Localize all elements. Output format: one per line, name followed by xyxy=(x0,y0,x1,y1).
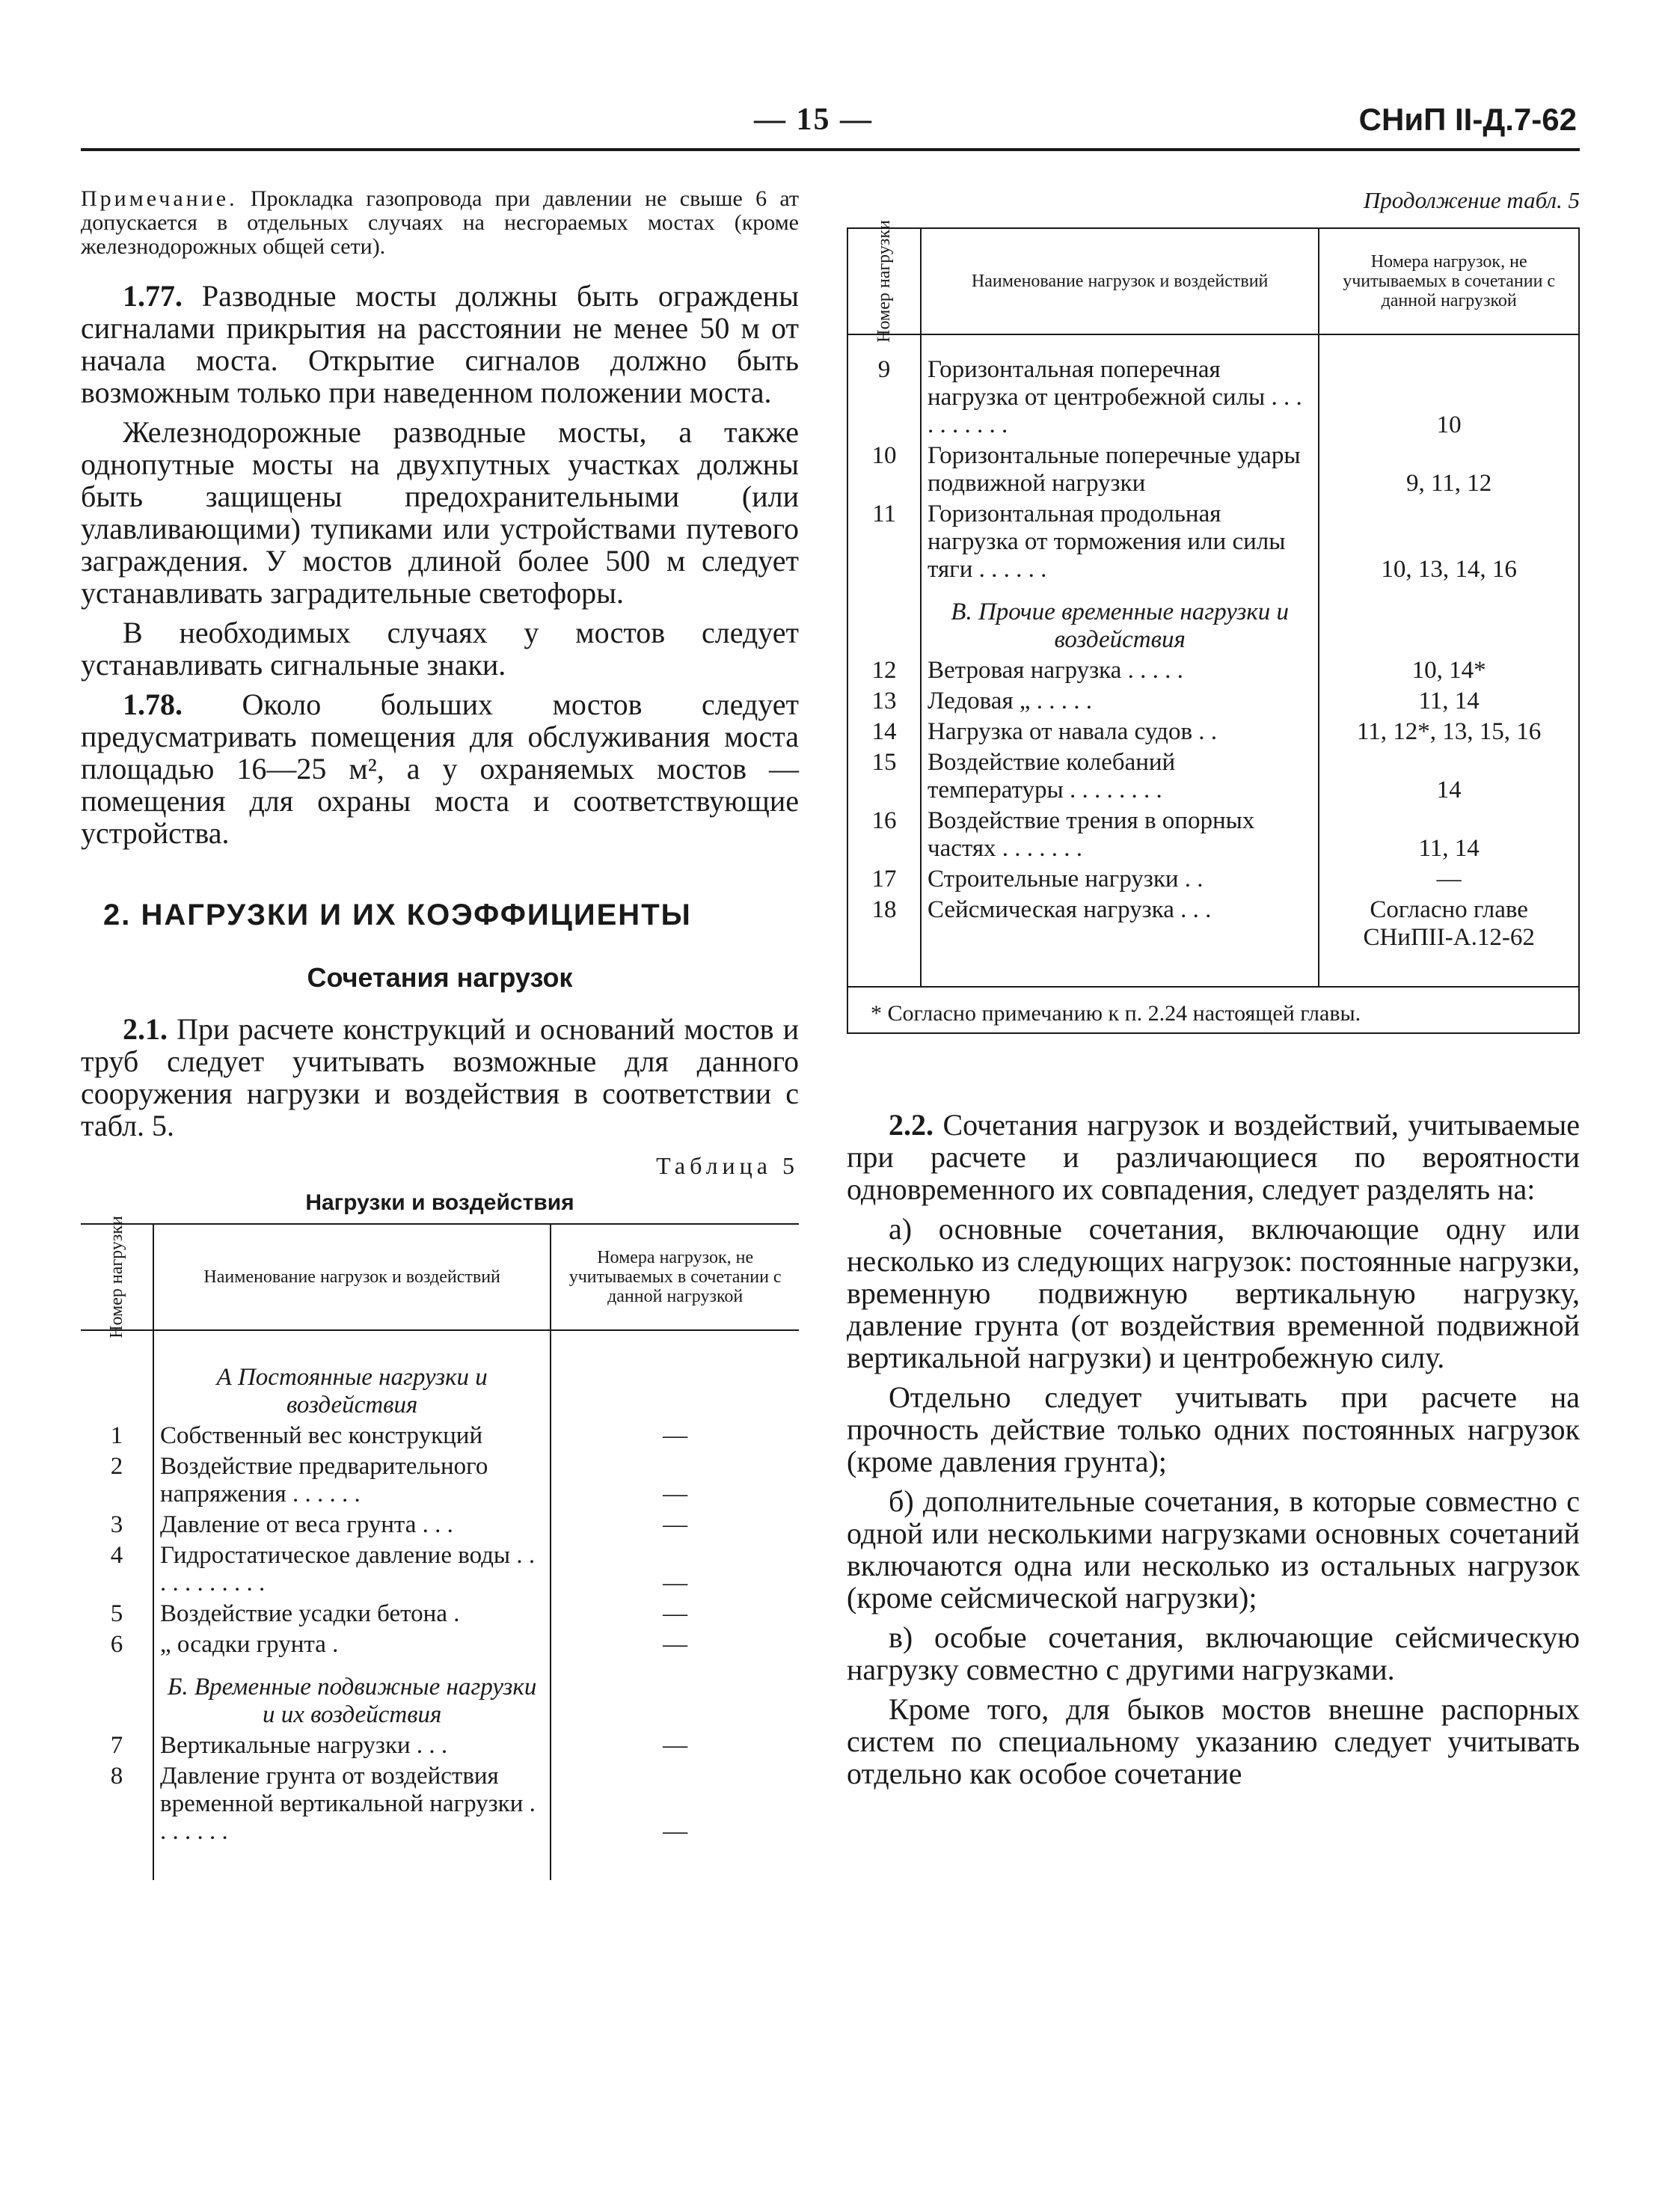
table-group-row xyxy=(81,1350,799,1421)
row-excluded-loads: — xyxy=(663,1570,688,1597)
clause-text: Разводные мосты должны быть ограждены сигналами прикрытия на расстоянии не менее 50 м от начала моста. Открытие сигналов должно быть возможным только при наведенном положении моста. xyxy=(81,279,800,409)
table-footnote: * Согласно примечанию к п. 2.24 настоящей главы. xyxy=(848,986,1578,1032)
row-excluded-loads: 10, 13, 14, 16 xyxy=(1381,556,1517,583)
row-load-name: Воздействие колебаний температуры . . . . . . . . xyxy=(921,747,1319,806)
clause-text: При расчете конструкций и оснований мостов и труб следует учитывать возможные для данного сооружения нагрузки и воздействия в соответствии с табл. 5. xyxy=(81,1012,800,1142)
paragraph-1-77-c: В необходимых случаях у мостов следует устанавливать сигнальные знаки. xyxy=(81,616,799,682)
note-label: Примечание. xyxy=(81,186,238,211)
loads-table-part-2 xyxy=(848,220,1578,986)
row-excluded-loads: 11, 14 xyxy=(1418,835,1480,862)
row-number: 15 xyxy=(848,747,921,806)
row-number: 14 xyxy=(848,717,921,747)
item-v: в) особые сочетания, включающие сейсмическую нагрузку совместно с другими нагрузками. xyxy=(847,1620,1580,1686)
row-load-name: Нагрузка от навала судов . . xyxy=(921,717,1319,747)
row-load-name: Воздействие трения в опорных частях . . . . . . . xyxy=(921,806,1319,864)
col-header-number: Номер нагрузки xyxy=(81,1224,153,1330)
row-excluded-loads: — xyxy=(663,1631,688,1658)
table-body xyxy=(848,334,1578,986)
paragraph-2-1 xyxy=(81,1013,799,1142)
item-b: б) дополнительные сочетания, в которые совместно с одной или несколькими нагрузками основных сочетаний включаются одна или несколько из остальных нагрузок (кроме сейсмической нагрузки); xyxy=(847,1484,1580,1614)
table-row xyxy=(81,1421,799,1451)
row-excluded-loads: Согласно главе СНиПII-А.12-62 xyxy=(1363,896,1535,951)
document-code: СНиП II-Д.7-62 xyxy=(1358,102,1577,137)
row-number: 4 xyxy=(81,1540,153,1599)
row-number: 6 xyxy=(81,1629,153,1660)
table-spacer xyxy=(81,1847,799,1880)
page-header xyxy=(81,97,1577,150)
row-number: 17 xyxy=(848,864,921,895)
item-a: а) основные сочетания, включающие одну или несколько из следующих нагрузок: постоянные нагрузки, временную подвижную вертикальную нагрузку, давление грунта (от воздействия временной подвижной вертикальной нагрузки) и центробежную силу. xyxy=(847,1212,1580,1374)
note-text: Прокладка газопровода при давлении не свыше 6 ат допускается в отдельных случаях на несгораемых мостах (кроме железнодорожных общей сети). xyxy=(81,186,800,259)
row-number: 18 xyxy=(848,895,921,953)
row-number: 13 xyxy=(848,686,921,717)
section-title: 2. НАГРУЗКИ И ИХ КОЭФФИЦИЕНТЫ xyxy=(103,899,692,931)
table-body xyxy=(81,1330,799,1880)
row-excluded-loads: 10, 14* xyxy=(1411,657,1486,684)
page-number: — 15 — xyxy=(754,102,873,137)
item-a-note: Отдельно следует учитывать при расчете на прочность действие только одних постоянных нагрузок (кроме давления грунта); xyxy=(847,1380,1580,1478)
row-load-name: Горизонтальные поперечные удары подвижной нагрузки xyxy=(921,441,1319,499)
col-header-name: Наименование нагрузок и воздействий xyxy=(153,1224,551,1330)
row-excluded-loads: — xyxy=(663,1600,688,1627)
row-excluded-loads: 11, 14 xyxy=(1418,688,1480,714)
row-load-name: „ осадки грунта . xyxy=(153,1629,551,1660)
row-excluded-loads: 11, 12*, 13, 15, 16 xyxy=(1357,718,1542,745)
col-header-excluded: Номера нагрузок, не учитываемых в сочетании с данной нагрузкой xyxy=(1319,228,1578,334)
clause-number: 1.78. xyxy=(123,688,183,721)
paragraph-1-78 xyxy=(81,688,799,849)
row-excluded-loads: — xyxy=(663,1422,688,1449)
row-number: 16 xyxy=(848,806,921,864)
header-rule xyxy=(81,148,1580,151)
table-row xyxy=(848,864,1578,895)
row-number: 8 xyxy=(81,1761,153,1847)
table-row xyxy=(81,1629,799,1660)
table-continuation-label: Продолжение табл. 5 xyxy=(1363,187,1580,213)
row-number: 1 xyxy=(81,1421,153,1451)
row-load-name: Гидростатическое давление воды . . . . . . . . . . . xyxy=(153,1540,551,1599)
clause-text: Сочетания нагрузок и воздействий, учитываемые при расчете и различающиеся по вероятности одновременного их совпадения, следует разделять на: xyxy=(847,1108,1581,1206)
table-row xyxy=(81,1451,799,1510)
table-spacer xyxy=(848,953,1578,986)
loads-table-part-2-box xyxy=(847,220,1580,1034)
row-load-name: Сейсмическая нагрузка . . . xyxy=(921,895,1319,953)
table-spacer xyxy=(848,334,1578,355)
clause-number: 2.1. xyxy=(123,1012,168,1046)
row-number: 7 xyxy=(81,1730,153,1761)
table-row xyxy=(848,747,1578,806)
group-heading: А Постоянные нагрузки и воздействия xyxy=(153,1350,551,1421)
table-row xyxy=(848,895,1578,953)
row-number: 12 xyxy=(848,655,921,686)
row-number: 5 xyxy=(81,1599,153,1629)
group-heading: В. Прочие временные нагрузки и воздействия xyxy=(921,585,1319,655)
table-label: Таблица 5 xyxy=(656,1152,799,1179)
row-excluded-loads: 10 xyxy=(1436,411,1462,438)
row-excluded-loads: — xyxy=(663,1511,688,1538)
col-header-name: Наименование нагрузок и воздействий xyxy=(921,228,1319,334)
table-row xyxy=(81,1761,799,1847)
right-column xyxy=(847,187,1580,1797)
col-header-number: Номер нагрузки xyxy=(848,228,921,334)
table-group-row xyxy=(81,1660,799,1730)
row-load-name: Горизонтальная поперечная нагрузка от центробежной силы . . . . . . . . . . xyxy=(921,355,1319,441)
row-load-name: Вертикальные нагрузки . . . xyxy=(153,1730,551,1761)
row-number: 2 xyxy=(81,1451,153,1510)
clause-text: Около больших мостов следует предусматривать помещения для обслуживания моста площадью 16—25 м², а у охраняемых мостов — помещения для охраны моста и соответствующие устройства. xyxy=(81,688,800,850)
note-paragraph xyxy=(81,187,799,259)
paragraph-1-77 xyxy=(81,280,799,408)
loads-table-part-1 xyxy=(81,1216,799,1880)
clause-number: 1.77. xyxy=(123,279,183,313)
row-load-name: Давление от веса грунта . . . xyxy=(153,1510,551,1540)
table-row xyxy=(848,499,1578,585)
closing-paragraph: Кроме того, для быков мостов внешне распорных систем по специальному указанию следует учитывать отдельно как особое сочетание xyxy=(847,1692,1580,1790)
row-load-name: Воздействие усадки бетона . xyxy=(153,1599,551,1629)
row-number: 9 xyxy=(848,355,921,441)
row-load-name: Собственный вес конструкций xyxy=(153,1421,551,1451)
row-load-name: Ледовая „ . . . . . xyxy=(921,686,1319,717)
col-header-excluded: Номера нагрузок, не учитываемых в сочетании с данной нагрузкой xyxy=(551,1224,799,1330)
row-excluded-loads: — xyxy=(663,1732,688,1759)
table-group-row xyxy=(848,585,1578,655)
row-excluded-loads: — xyxy=(663,1818,688,1845)
row-load-name: Строительные нагрузки . . xyxy=(921,864,1319,895)
table-title: Нагрузки и воздействия xyxy=(305,1190,574,1215)
row-load-name: Воздействие предварительного напряжения . . . . . . xyxy=(153,1451,551,1510)
table-row xyxy=(81,1540,799,1599)
table-row xyxy=(81,1599,799,1629)
left-column xyxy=(81,187,799,1880)
clause-number: 2.2. xyxy=(889,1108,933,1142)
row-number: 11 xyxy=(848,499,921,585)
table-row xyxy=(81,1510,799,1540)
table-spacer xyxy=(81,1330,799,1350)
table-row xyxy=(848,717,1578,747)
table-row xyxy=(848,806,1578,864)
table-row xyxy=(848,355,1578,441)
row-excluded-loads: 14 xyxy=(1436,777,1462,804)
row-load-name: Горизонтальная продольная нагрузка от торможения или силы тяги . . . . . . xyxy=(921,499,1319,585)
row-excluded-loads: 9, 11, 12 xyxy=(1406,470,1492,497)
table-row xyxy=(848,441,1578,499)
paragraph-2-2 xyxy=(847,1109,1580,1205)
table-row xyxy=(81,1730,799,1761)
row-load-name: Давление грунта от воздействия временной вертикальной нагрузки . . . . . . . xyxy=(153,1761,551,1847)
table-row xyxy=(848,655,1578,686)
table-row xyxy=(848,686,1578,717)
subsection-title: Сочетания нагрузок xyxy=(307,962,573,993)
group-heading: Б. Временные подвижные нагрузки и их воздействия xyxy=(153,1660,551,1730)
row-load-name: Ветровая нагрузка . . . . . xyxy=(921,655,1319,686)
row-number: 3 xyxy=(81,1510,153,1540)
row-excluded-loads: — xyxy=(663,1481,688,1507)
row-excluded-loads: — xyxy=(1436,866,1462,893)
paragraph-1-77-b: Железнодорожные разводные мосты, а также однопутные мосты на двухпутных участках должны быть защищены предохранительными (или улавливающими) тупиками или устройствами путевого заграждения. У мостов длиной более 500 м следует устанавливать заградительные светофоры. xyxy=(81,415,799,610)
row-number: 10 xyxy=(848,441,921,499)
